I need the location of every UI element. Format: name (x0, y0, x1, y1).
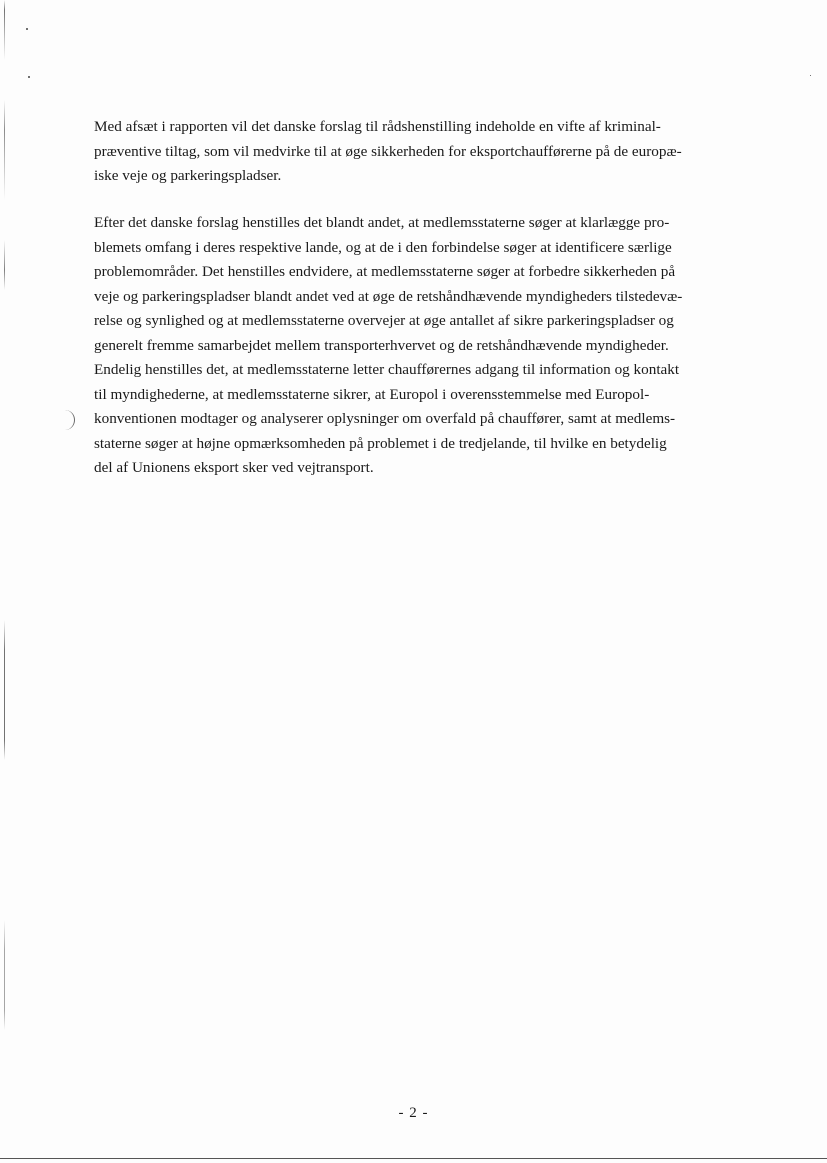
paragraph-line: til myndighederne, at medlemsstaterne sikrer, at Europol i overensstemmelse med Europol- (94, 385, 650, 403)
scan-speck (26, 28, 28, 30)
page-number: - 2 - (398, 1105, 429, 1121)
paragraph-line: del af Unionens eksport sker ved vejtransport. (94, 459, 374, 476)
paragraph-line: Endelig henstilles det, at medlemsstaterne letter chaufførernes adgang til information og kontakt (94, 361, 680, 378)
scan-edge-bottom (0, 1158, 827, 1159)
paragraph-line: generelt fremme samarbejdet mellem transporterhvervet og de retshåndhævende myndigheder. (94, 336, 669, 354)
paragraph-line: blemets omfang i deres respektive lande, og at de i den forbindelse søger at identificere særlige (94, 238, 672, 256)
paragraph-line: præventive tiltag, som vil medvirke til at øge sikkerheden for eksportchaufførerne på de europæ- (94, 142, 682, 160)
paragraph-line: staterne søger at højne opmærksomheden på problemet i de tredjelande, til hvilke en betydelig (94, 434, 667, 452)
scan-speck (810, 75, 811, 76)
scan-edge-left (4, 0, 5, 1163)
paragraph-line: veje og parkeringspladser blandt andet ved at øge de retshåndhævende myndigheders tilstedevæ- (94, 287, 683, 305)
paragraph-line: relse og synlighed og at medlemsstaterne overvejer at øge antallet af sikre parkeringspladser og (94, 312, 674, 329)
paragraph-line: Med afsæt i rapporten vil det danske forslag til rådshenstilling indeholde en vifte af kriminal- (94, 118, 661, 135)
paragraph-line: iske veje og parkeringspladser. (94, 167, 282, 184)
paragraph-line: konventionen modtager og analyserer oplysninger om overfald på chauffører, samt at medlems- (94, 410, 676, 427)
paragraph-line: Efter det danske forslag henstilles det blandt andet, at medlemsstaterne søger at klarlægge pro- (94, 214, 670, 231)
paragraph-2 (94, 211, 754, 481)
paragraph-1 (94, 115, 754, 189)
paragraph-line: problemområder. Det henstilles endvidere, at medlemsstaterne søger at forbedre sikkerheden på (94, 263, 676, 280)
scan-speck (28, 76, 30, 78)
punch-hole-mark (64, 410, 75, 430)
